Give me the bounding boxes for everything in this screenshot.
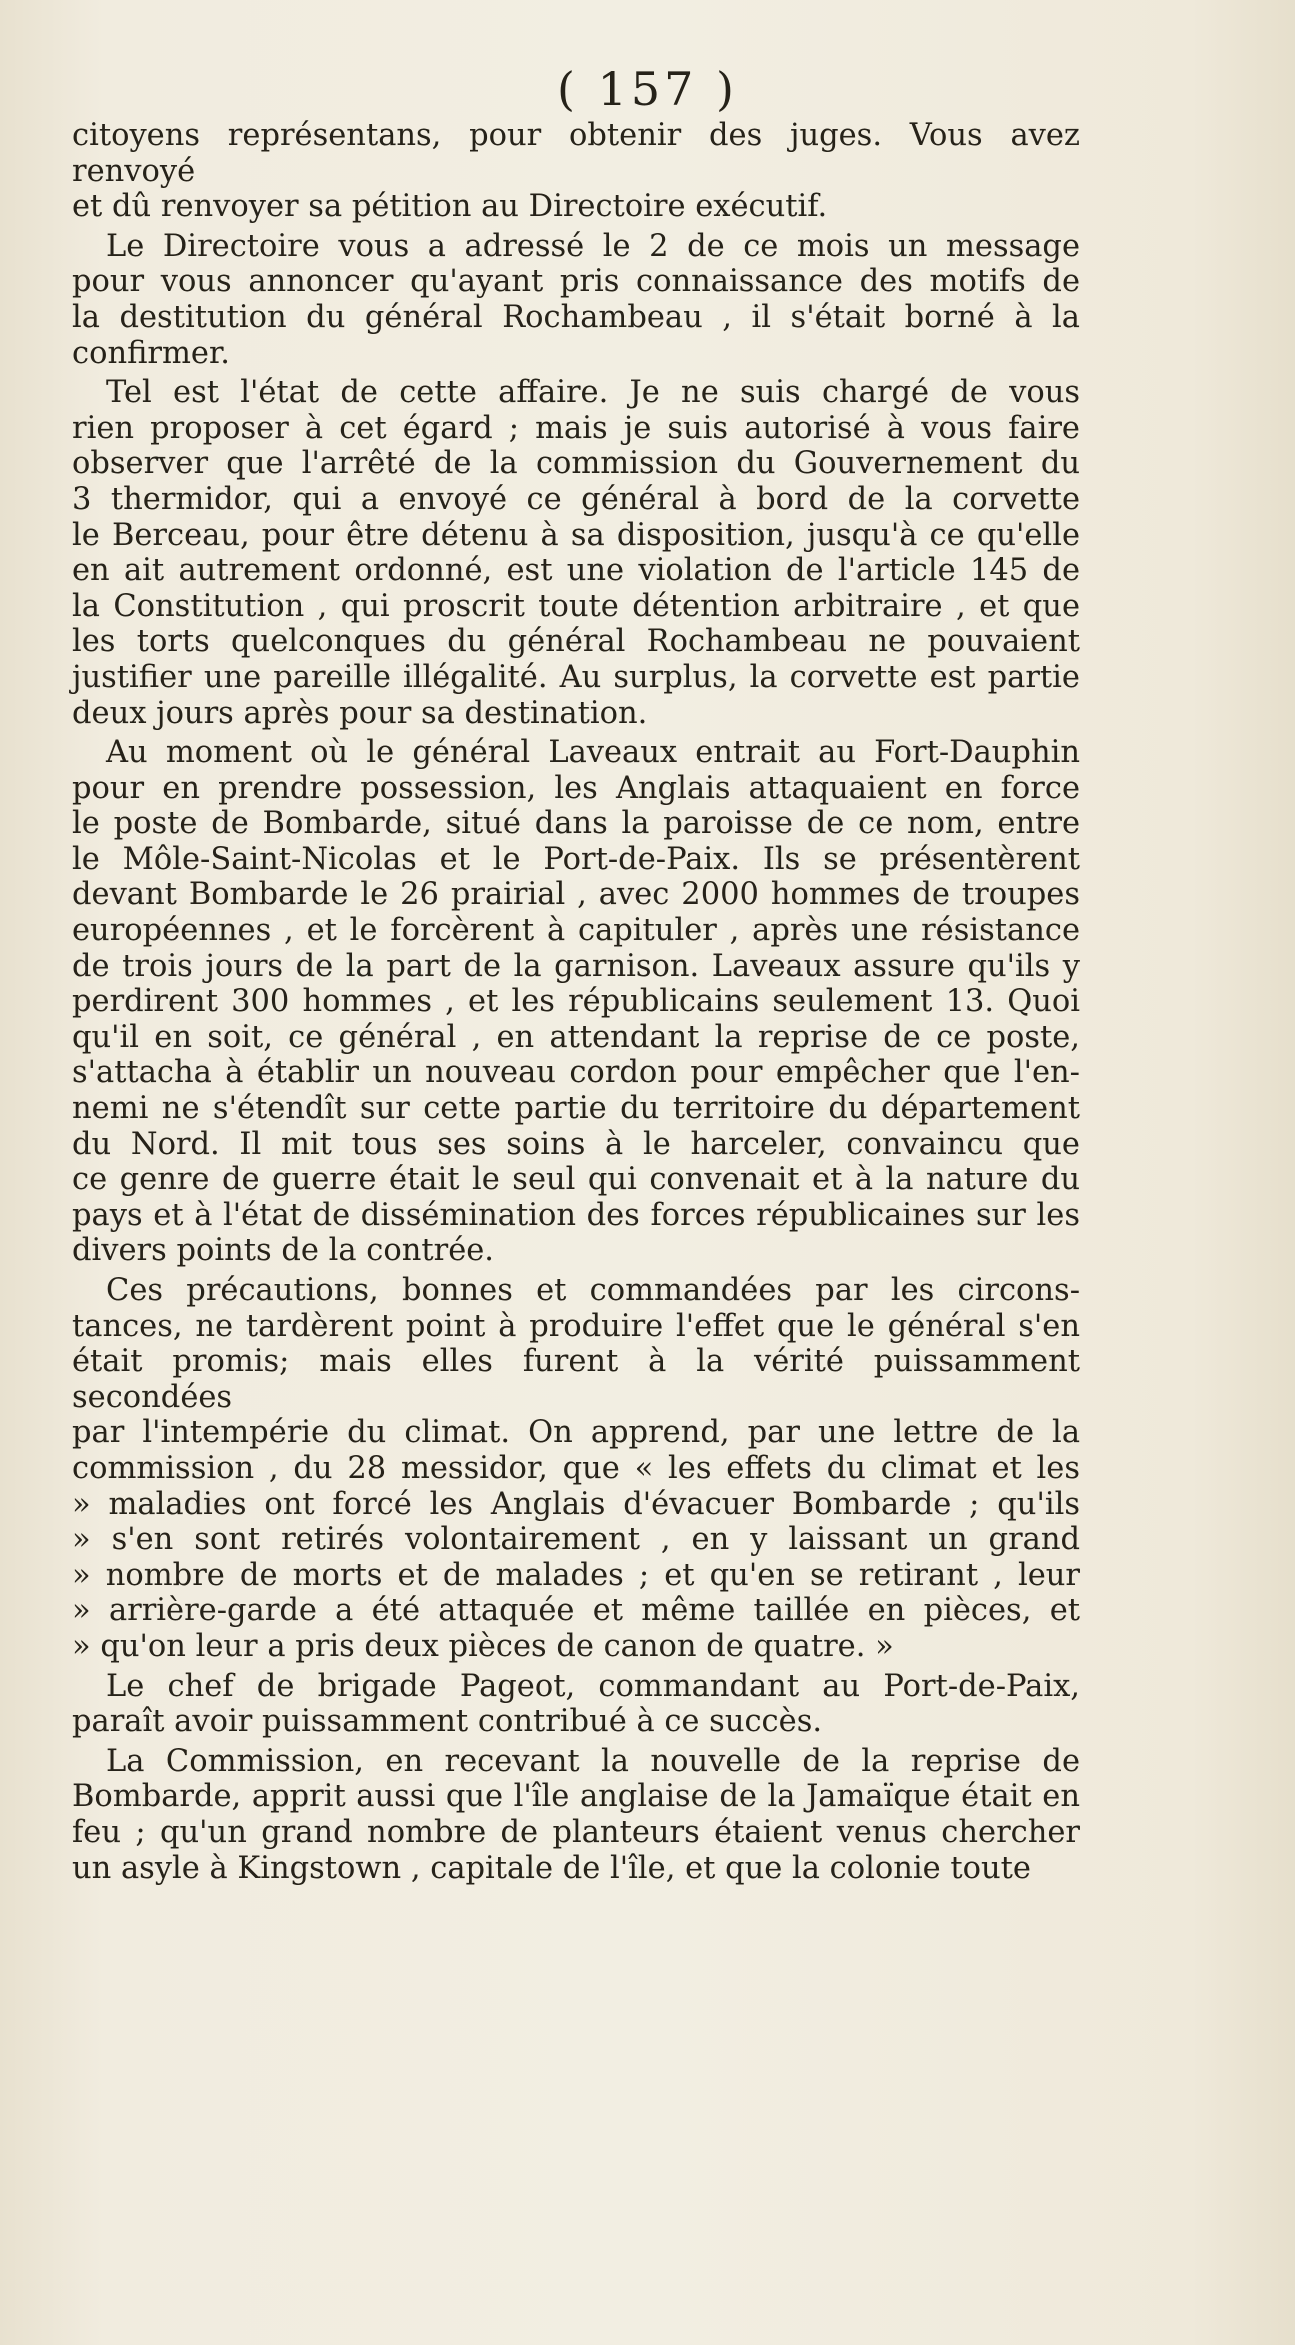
text-line: un asyle à Kingstown , capitale de l'île, et que la colonie toute	[72, 1850, 1031, 1886]
paragraph	[72, 1744, 1080, 1886]
text-line: s'attacha à établir un nouveau cordon pour empêcher que l'en-	[72, 1055, 1080, 1091]
text-line: ce genre de guerre était le seul qui convenait et à la nature du	[72, 1162, 1080, 1198]
text-line: qu'il en soit, ce général , en attendant la reprise de ce poste,	[72, 1019, 1080, 1055]
text-line: la Constitution , qui proscrit toute détention arbitraire , et que	[72, 588, 1080, 624]
text-line: pays et à l'état de dissémination des forces républicaines sur les	[72, 1197, 1080, 1233]
text-line: le Berceau, pour être détenu à sa disposition, jusqu'à ce qu'elle	[72, 517, 1080, 553]
text-line: en ait autrement ordonné, est une violation de l'article 145 de	[72, 553, 1080, 589]
text-line: le poste de Bombarde, situé dans la paroisse de ce nom, entre	[72, 806, 1080, 842]
text-line: Le chef de brigade Pageot, commandant au Port-de-Paix,	[106, 1668, 1080, 1704]
text-line: la destitution du général Rochambeau , il s'était borné à la	[72, 299, 1080, 335]
text-line: était promis; mais elles furent à la vérité puissamment secondées	[72, 1344, 1080, 1415]
text-line: de trois jours de la part de la garnison. Laveaux assure qu'ils y	[72, 948, 1080, 984]
text-line: deux jours après pour sa destination.	[72, 695, 648, 731]
text-line: » arrière-garde a été attaquée et même taillée en pièces, et	[72, 1593, 1080, 1629]
text-line: pour vous annoncer qu'ayant pris connaissance des motifs de	[72, 264, 1080, 300]
text-line: » qu'on leur a pris deux pièces de canon de quatre. »	[72, 1628, 894, 1664]
text-line: les torts quelconques du général Rochambeau ne pouvaient	[72, 624, 1080, 660]
text-line: citoyens représentans, pour obtenir des juges. Vous avez renvoyé	[72, 118, 1080, 189]
text-line: confirmer.	[72, 335, 230, 371]
text-line: par l'intempérie du climat. On apprend, par une lettre de la	[72, 1415, 1080, 1451]
text-line: nemi ne s'étendît sur cette partie du territoire du département	[72, 1091, 1080, 1127]
text-line: pour en prendre possession, les Anglais attaquaient en force	[72, 770, 1080, 806]
text-line: La Commission, en recevant la nouvelle de la reprise de	[106, 1743, 1080, 1779]
text-line: divers points de la contrée.	[72, 1233, 494, 1269]
text-line: Ces précautions, bonnes et commandées par les circons-	[106, 1273, 1080, 1308]
text-line: 3 thermidor, qui a envoyé ce général à bord de la corvette	[72, 481, 1080, 517]
text-line: observer que l'arrêté de la commission du Gouvernement du	[72, 446, 1080, 482]
text-line: devant Bombarde le 26 prairial , avec 2000 hommes de troupes	[72, 877, 1080, 913]
text-line: le Môle-Saint-Nicolas et le Port-de-Paix. Ils se présentèrent	[72, 841, 1080, 877]
text-line: commission , du 28 messidor, que « les effets du climat et les	[72, 1450, 1080, 1486]
text-line: » s'en sont retirés volontairement , en y laissant un grand	[72, 1522, 1080, 1558]
text-line: tances, ne tardèrent point à produire l'effet que le général s'en	[72, 1308, 1080, 1344]
text-line: feu ; qu'un grand nombre de planteurs étaient venus chercher	[72, 1814, 1080, 1850]
text-line: » nombre de morts et de malades ; et qu'en se retirant , leur	[72, 1557, 1080, 1593]
page-number: ( 157 )	[557, 62, 738, 116]
text-line: » maladies ont forcé les Anglais d'évacuer Bombarde ; qu'ils	[72, 1486, 1080, 1522]
text-line: Au moment où le général Laveaux entrait au Fort-Dauphin	[106, 735, 1080, 771]
paragraph	[72, 735, 1080, 1269]
text-line: rien proposer à cet égard ; mais je suis autorisé à vous faire	[72, 410, 1080, 446]
paragraph	[72, 118, 1080, 225]
text-line: paraît avoir puissamment contribué à ce succès.	[72, 1704, 823, 1740]
paragraph	[72, 375, 1080, 731]
text-line: perdirent 300 hommes , et les républicains seulement 13. Quoi	[72, 984, 1080, 1020]
body-text	[72, 118, 1080, 1890]
text-line: du Nord. Il mit tous ses soins à le harceler, convaincu que	[72, 1126, 1080, 1162]
paragraph	[72, 1669, 1080, 1740]
paragraph	[72, 229, 1080, 371]
text-line: européennes , et le forcèrent à capituler , après une résistance	[72, 913, 1080, 949]
text-line: et dû renvoyer sa pétition au Directoire exécutif.	[72, 189, 828, 225]
text-line: Tel est l'état de cette affaire. Je ne suis chargé de vous	[106, 375, 1080, 411]
text-line: Le Directoire vous a adressé le 2 de ce mois un message	[106, 228, 1080, 264]
text-line: justifier une pareille illégalité. Au surplus, la corvette est partie	[72, 659, 1080, 695]
text-line: Bombarde, apprit aussi que l'île anglaise de la Jamaïque était en	[72, 1779, 1080, 1815]
paragraph	[72, 1273, 1080, 1665]
